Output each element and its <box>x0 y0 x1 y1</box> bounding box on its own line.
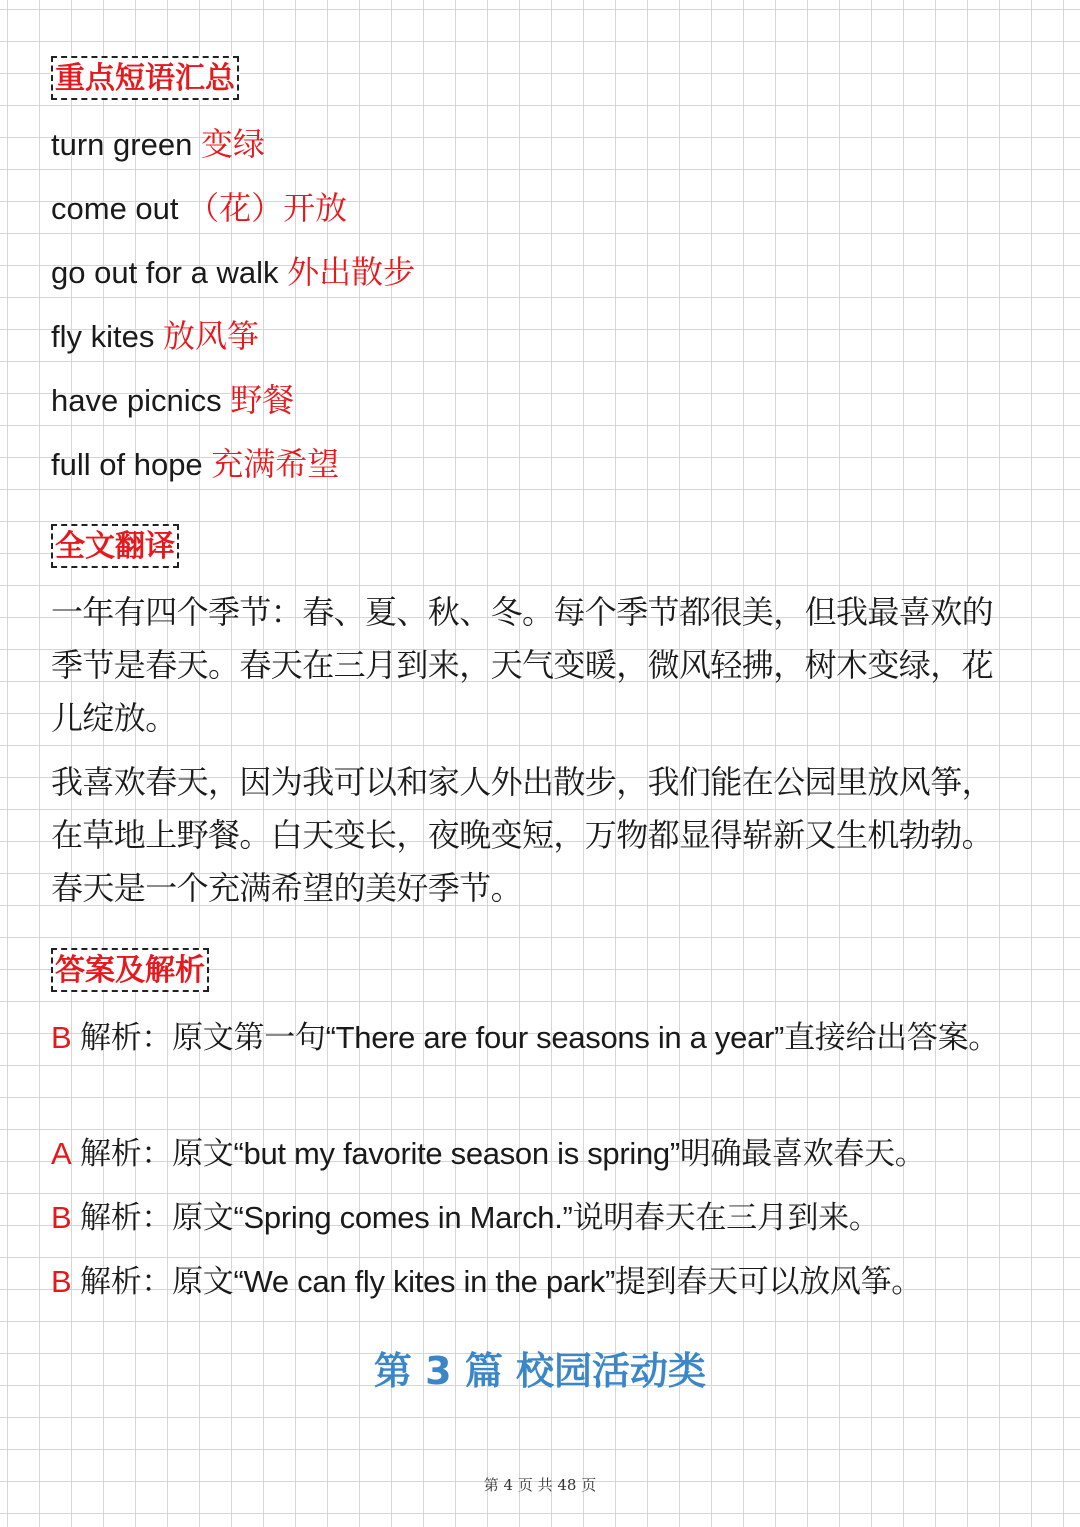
answer-letter: A <box>51 1136 72 1171</box>
answer-item <box>51 1126 1006 1181</box>
phrase-item <box>51 380 294 421</box>
answer-explanation: 解析：原文“Spring comes in March.”说明春天在三月到来。 <box>71 1200 880 1235</box>
translation-paragraph: 我喜欢春天，因为我可以和家人外出散步，我们能在公园里放风筝，在草地上野餐。白天变长，夜晚变短，万物都显得崭新又生机勃勃。春天是一个充满希望的美好季节。 <box>51 763 994 907</box>
answers-heading: 答案及解析 <box>51 948 209 992</box>
page-footer: 第 4 页 共 48 页 <box>483 1476 597 1494</box>
phrases-heading: 重点短语汇总 <box>51 56 239 100</box>
phrase-chinese: 放风筝 <box>162 317 259 355</box>
phrase-item <box>51 316 259 357</box>
phrase-chinese: 外出散步 <box>287 253 416 291</box>
phrase-chinese: 充满希望 <box>211 445 340 483</box>
answer-explanation: 解析：原文第一句“There are four seasons in a year”直接给出答案。 <box>71 1020 999 1055</box>
answer-letter: B <box>51 1264 72 1299</box>
answer-explanation: 解析：原文“We can fly kites in the park”提到春天可以放风筝。 <box>71 1264 923 1299</box>
phrase-chinese: （花）开放 <box>187 189 348 227</box>
phrase-item <box>51 444 339 485</box>
chapter-title: 第 3 篇 校园活动类 <box>373 1349 707 1393</box>
phrase-chinese: 变绿 <box>200 125 265 163</box>
answer-letter: B <box>51 1020 72 1055</box>
phrase-english: come out <box>51 191 179 226</box>
phrase-chinese: 野餐 <box>230 381 295 419</box>
phrase-english: have picnics <box>51 383 222 418</box>
answer-letter: B <box>51 1200 72 1235</box>
phrase-english: turn green <box>51 127 193 162</box>
phrase-english: fly kites <box>51 319 155 354</box>
phrase-item <box>51 252 415 293</box>
answer-explanation: 解析：原文“but my favorite season is spring”明确最喜欢春天。 <box>71 1136 926 1171</box>
phrase-english: full of hope <box>51 447 203 482</box>
answer-item <box>51 1254 1006 1309</box>
phrase-item <box>51 124 265 165</box>
translation-heading: 全文翻译 <box>51 524 179 568</box>
translation-paragraph: 一年有四个季节：春、夏、秋、冬。每个季节都很美，但我最喜欢的季节是春天。春天在三月到来，天气变暖，微风轻拂，树木变绿，花儿绽放。 <box>51 593 994 737</box>
answer-item <box>51 1190 1006 1245</box>
phrase-english: go out for a walk <box>51 255 279 290</box>
phrase-item <box>51 188 347 229</box>
answer-item <box>51 1010 1006 1065</box>
